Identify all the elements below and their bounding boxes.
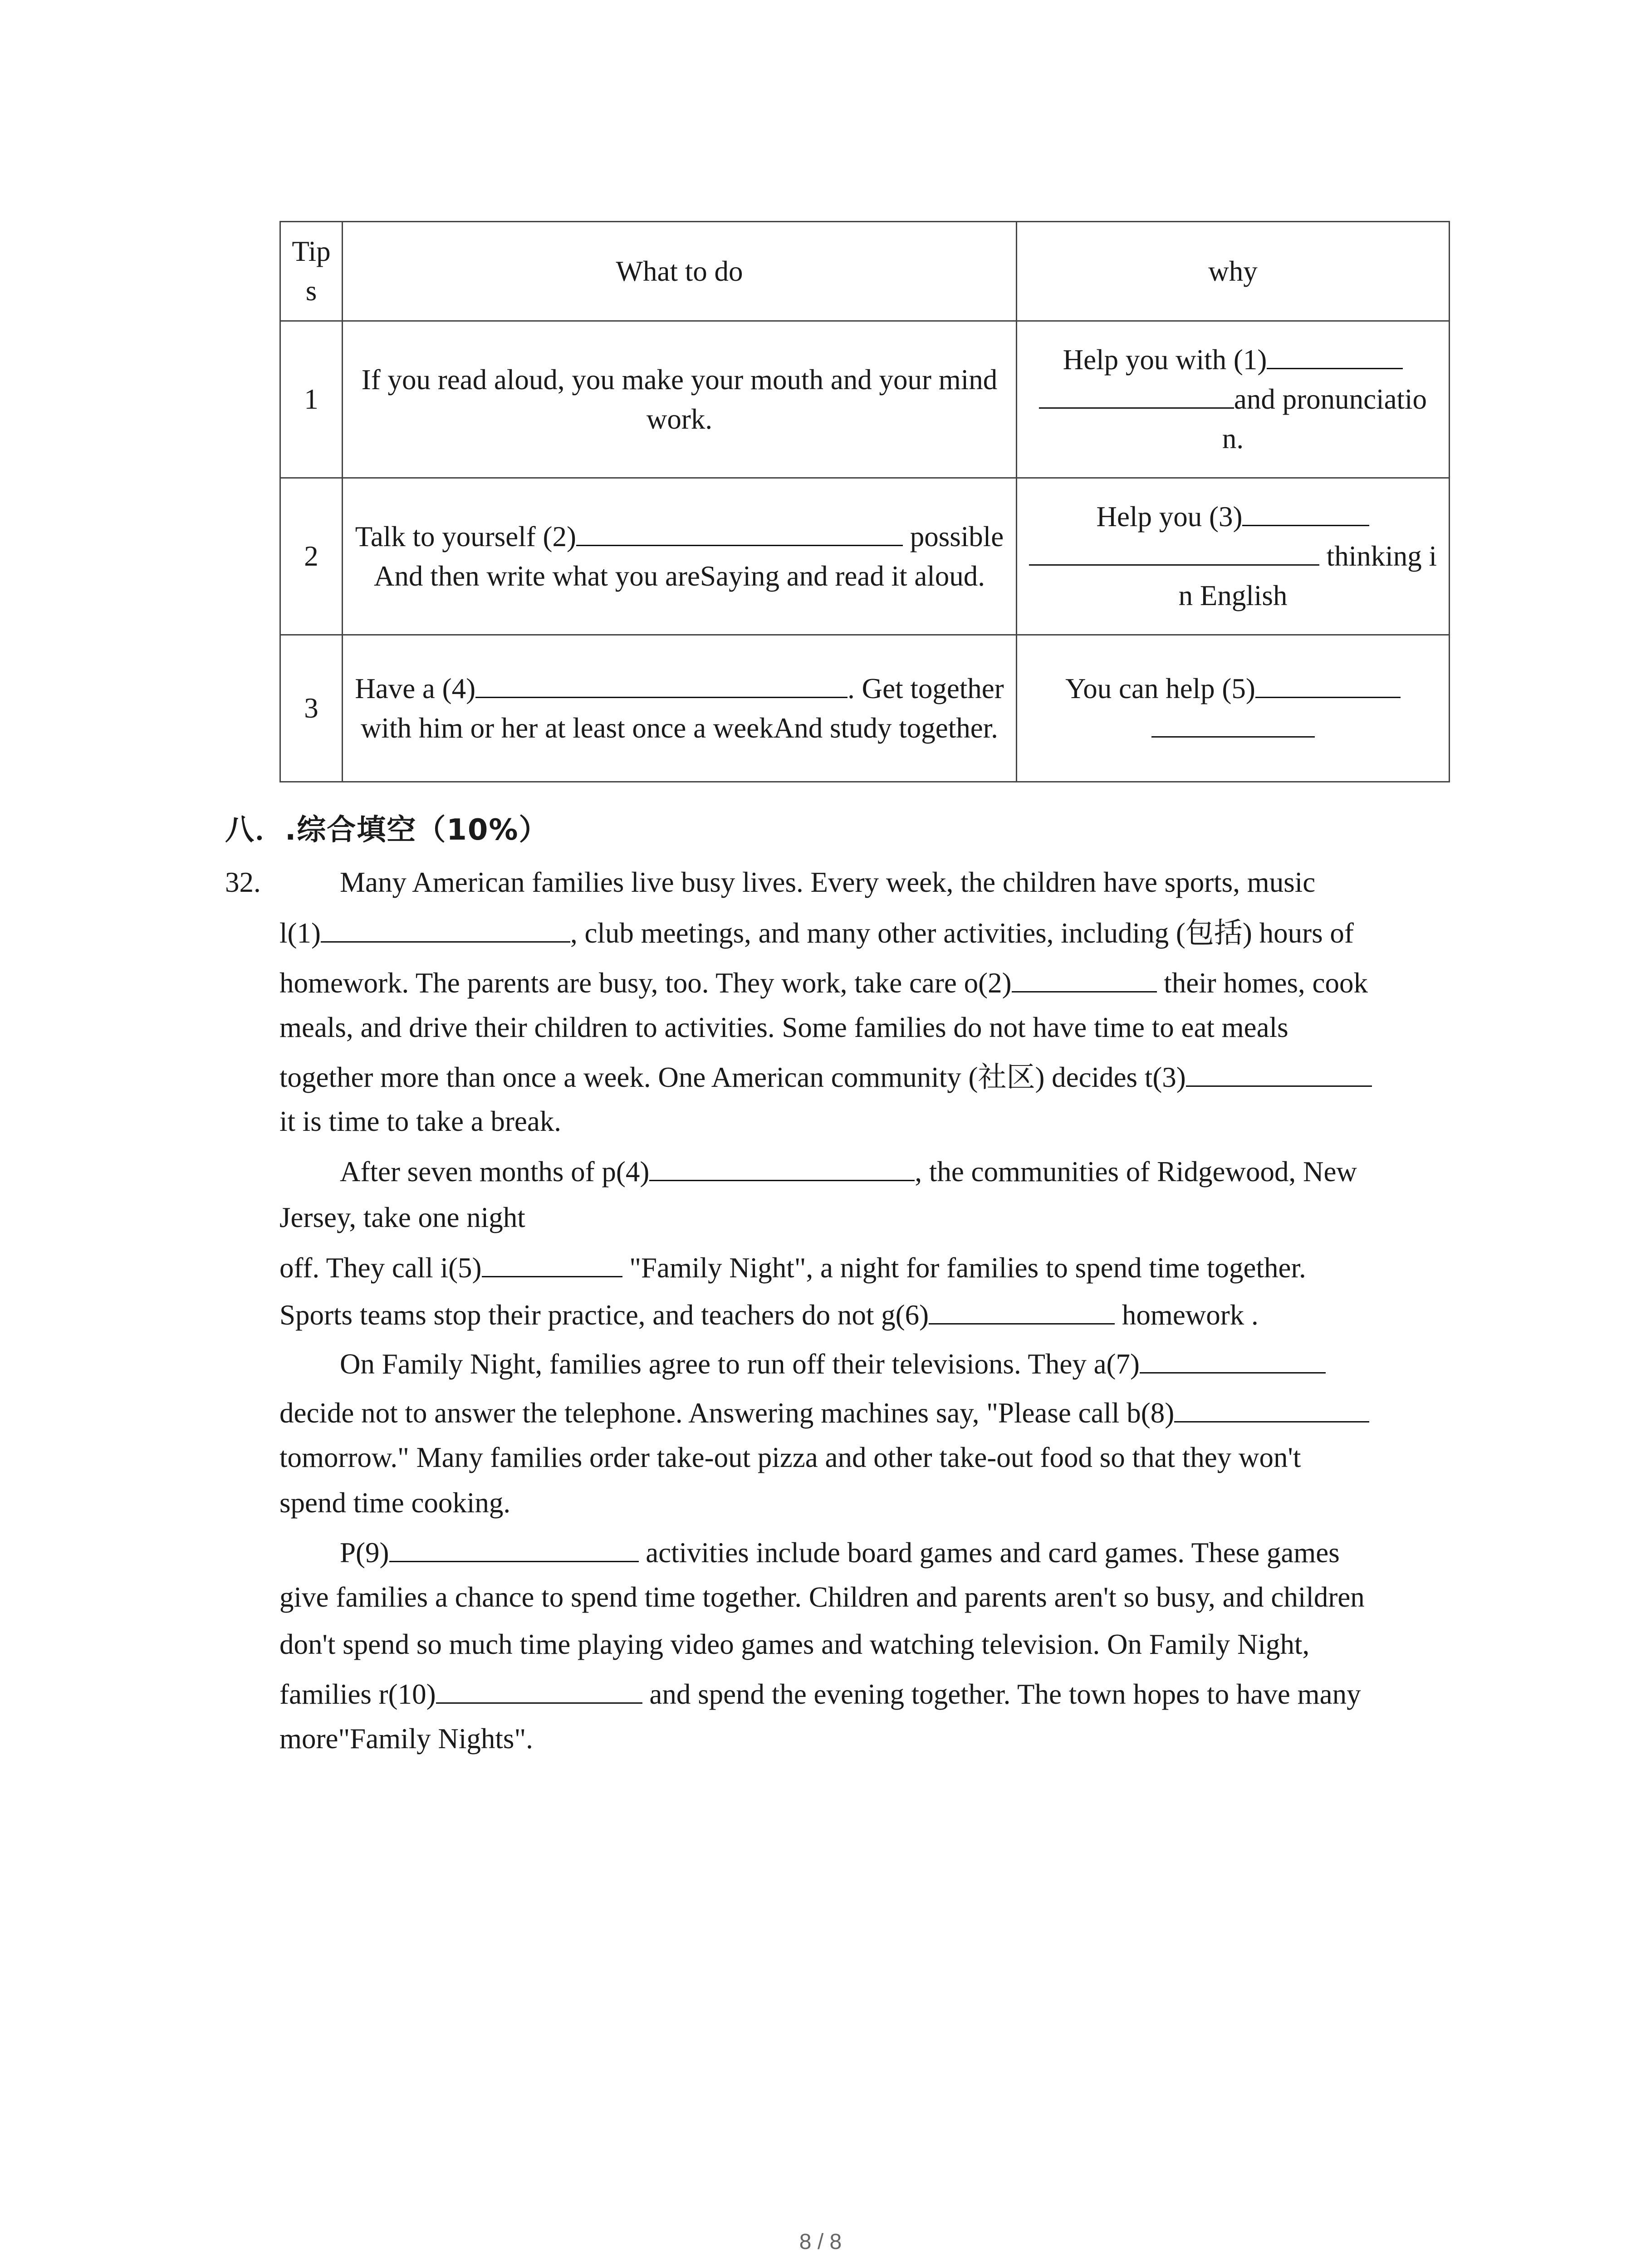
passage-line (279, 1058, 1372, 1095)
table-header-row (280, 222, 1450, 321)
row-what (343, 478, 1017, 635)
line-text: After seven months of p(4) (340, 1155, 650, 1188)
passage-line: give families a chance to spend time together. Children and parents aren't so busy, and children (279, 1581, 1365, 1613)
line-text: homework . (1115, 1299, 1259, 1331)
line-text: Sports teams stop their practice, and teachers do not g(6) (279, 1299, 929, 1331)
blank-1a[interactable] (1267, 341, 1403, 369)
passage-line: tomorrow." Many families order take-out pizza and other take-out food so that they won't (279, 1442, 1301, 1473)
line-text: l(1) (279, 917, 321, 949)
blank-passage-2[interactable] (1012, 964, 1157, 992)
blank-passage-7[interactable] (1140, 1345, 1326, 1374)
passage-line: spend time cooking. (279, 1487, 511, 1519)
line-text: P(9) (340, 1536, 389, 1569)
blank-passage-8[interactable] (1174, 1394, 1369, 1422)
passage-line (340, 1153, 1357, 1189)
blank-3b[interactable] (1029, 537, 1319, 566)
blank-passage-3[interactable] (1186, 1058, 1372, 1087)
blank-4[interactable] (475, 670, 847, 698)
passage-line: Many American families live busy lives. Every week, the children have sports, music (340, 866, 1316, 898)
line-text: together more than once a week. One American community (社区) decides t(3) (279, 1061, 1186, 1093)
what-text: Have a (4) (355, 672, 476, 704)
row-why (1017, 478, 1450, 635)
question-number: 32. (225, 866, 261, 898)
passage-line: more"Family Nights". (279, 1723, 533, 1755)
why-text: You can help (5) (1065, 672, 1255, 704)
table-row (280, 635, 1450, 782)
table-row (280, 321, 1450, 478)
passage-line (279, 1296, 1259, 1332)
what-text: Talk to yourself (2) (355, 520, 576, 552)
page-number: 8 / 8 (799, 2230, 842, 2254)
table-row (280, 478, 1450, 635)
why-text-suffix: thinking in English (1178, 540, 1437, 611)
line-text: families r(10) (279, 1678, 436, 1710)
header-why: why (1017, 222, 1450, 321)
blank-passage-9[interactable] (389, 1534, 639, 1562)
blank-passage-4[interactable] (649, 1153, 915, 1181)
line-text: "Family Night", a night for families to spend time together. (622, 1251, 1306, 1284)
row-number: 2 (280, 478, 343, 635)
why-text: Help you with (1) (1063, 344, 1267, 376)
row-why (1017, 321, 1450, 478)
blank-3a[interactable] (1242, 498, 1369, 526)
passage-line: meals, and drive their children to activities. Some families do not have time to eat meals (279, 1012, 1288, 1043)
passage-line: it is time to take a break. (279, 1105, 562, 1137)
tips-table (279, 221, 1450, 782)
line-text: decide not to answer the telephone. Answering machines say, "Please call b(8) (279, 1397, 1175, 1429)
header-what-to-do: What to do (343, 222, 1017, 321)
blank-passage-10[interactable] (436, 1675, 642, 1704)
header-tips: Tips (280, 222, 343, 321)
blank-2[interactable] (576, 518, 903, 546)
blank-passage-6[interactable] (929, 1296, 1115, 1325)
blank-passage-1[interactable] (321, 914, 570, 943)
row-what: If you read aloud, you make your mouth and your mind work. (343, 321, 1017, 478)
line-text: , club meetings, and many other activities, including (包括) hours of (570, 917, 1354, 949)
row-number: 1 (280, 321, 343, 478)
blank-5a[interactable] (1255, 670, 1401, 698)
passage-line: Jersey, take one night (279, 1202, 525, 1233)
blank-passage-5[interactable] (482, 1249, 622, 1277)
line-text: On Family Night, families agree to run off their televisions. They a(7) (340, 1348, 1140, 1380)
passage-line (279, 1249, 1306, 1285)
passage-line (279, 914, 1354, 950)
line-text: activities include board games and card games. These games (638, 1536, 1340, 1569)
passage-line: don't spend so much time playing video games and watching television. On Family Night, (279, 1628, 1310, 1660)
passage-line (279, 1675, 1361, 1711)
why-text: Help you (3) (1096, 501, 1243, 533)
passage-line (340, 1534, 1340, 1570)
passage-line (279, 964, 1368, 1000)
passage-line (340, 1345, 1326, 1381)
why-text-suffix: and pronunciation. (1222, 383, 1427, 455)
line-text: , the communities of Ridgewood, New (915, 1155, 1357, 1188)
what-text-suffix: possibleAnd then write what you areSaying and read it aloud. (373, 520, 1004, 592)
row-why (1017, 635, 1450, 782)
line-text: their homes, cook (1156, 967, 1368, 999)
passage-line (279, 1394, 1369, 1430)
what-text-suffix: . Get together with him or her at least once a weekAnd study together. (361, 672, 1004, 744)
blank-1b[interactable] (1039, 380, 1234, 409)
line-text: off. They call i(5) (279, 1251, 482, 1284)
section-heading: 八．.综合填空（10%） (225, 813, 549, 847)
row-number: 3 (280, 635, 343, 782)
blank-5b[interactable] (1151, 709, 1315, 738)
line-text: and spend the evening together. The town hopes to have many (642, 1678, 1361, 1710)
line-text: homework. The parents are busy, too. They work, take care o(2) (279, 967, 1012, 999)
row-what (343, 635, 1017, 782)
